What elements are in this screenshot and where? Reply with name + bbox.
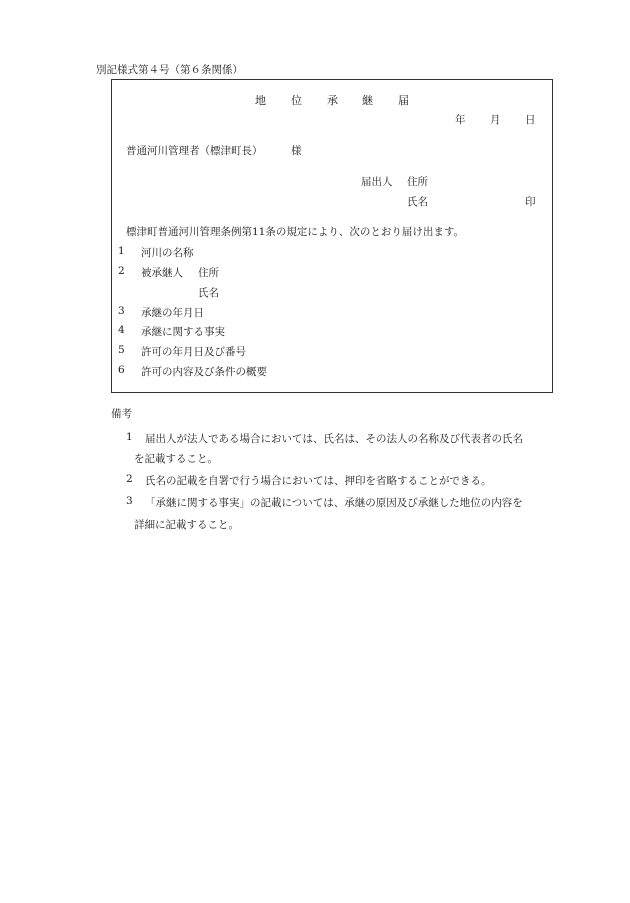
item-label: 許可の年月日及び番号 bbox=[141, 346, 246, 358]
applicant-name-label: 氏名 bbox=[407, 196, 428, 208]
notes-heading: 備考 bbox=[111, 408, 132, 420]
item-label: 許可の内容及び条件の概要 bbox=[141, 366, 267, 378]
title-char: 継 bbox=[362, 94, 373, 107]
applicant-label: 届出人 bbox=[361, 176, 393, 188]
title-char: 承 bbox=[327, 94, 338, 107]
predecessor-name-label: 氏名 bbox=[198, 287, 219, 299]
title-char: 届 bbox=[398, 94, 409, 107]
note-number: 3 bbox=[126, 495, 133, 507]
item-number: 6 bbox=[118, 364, 125, 376]
note-number: 2 bbox=[126, 473, 133, 485]
note-text: 「承継に関する事実」の記載については、承継の原因及び承継した地位の内容を bbox=[145, 497, 523, 509]
intro-text: 標津町普通河川管理条例第11条の規定により、次のとおり届け出ます。 bbox=[126, 226, 465, 238]
item-label: 承継に関する事実 bbox=[141, 326, 225, 338]
applicant-address-label: 住所 bbox=[407, 176, 428, 188]
note-text-continued: を記載すること。 bbox=[134, 453, 218, 465]
title-char: 地 bbox=[255, 94, 266, 107]
item-number: 4 bbox=[118, 324, 125, 336]
note-number: 1 bbox=[126, 431, 133, 443]
predecessor-address-label: 住所 bbox=[198, 267, 219, 279]
date-day: 日 bbox=[525, 114, 536, 126]
note-text: 届出人が法人である場合においては、氏名は、その法人の名称及び代表者の氏名 bbox=[145, 433, 523, 445]
date-year: 年 bbox=[455, 114, 466, 126]
item-label: 河川の名称 bbox=[141, 247, 194, 259]
item-number: 2 bbox=[118, 265, 125, 277]
item-label: 承継の年月日 bbox=[141, 307, 204, 319]
addressee: 普通河川管理者（標津町長） bbox=[126, 145, 263, 157]
note-text: 氏名の記載を自署で行う場合においては、押印を省略することができる。 bbox=[145, 475, 492, 487]
seal-label: 印 bbox=[525, 196, 536, 208]
item-number: 3 bbox=[118, 305, 125, 317]
addressee-honorific: 様 bbox=[291, 145, 302, 157]
form-style-label: 別記様式第４号（第６条関係） bbox=[96, 64, 243, 76]
title-char: 位 bbox=[291, 94, 302, 107]
note-text-continued: 詳細に記載すること。 bbox=[134, 519, 239, 531]
item-number: 5 bbox=[118, 344, 125, 356]
item-number: 1 bbox=[118, 245, 125, 257]
date-month: 月 bbox=[490, 114, 501, 126]
item-label: 被承継人 bbox=[141, 267, 183, 279]
